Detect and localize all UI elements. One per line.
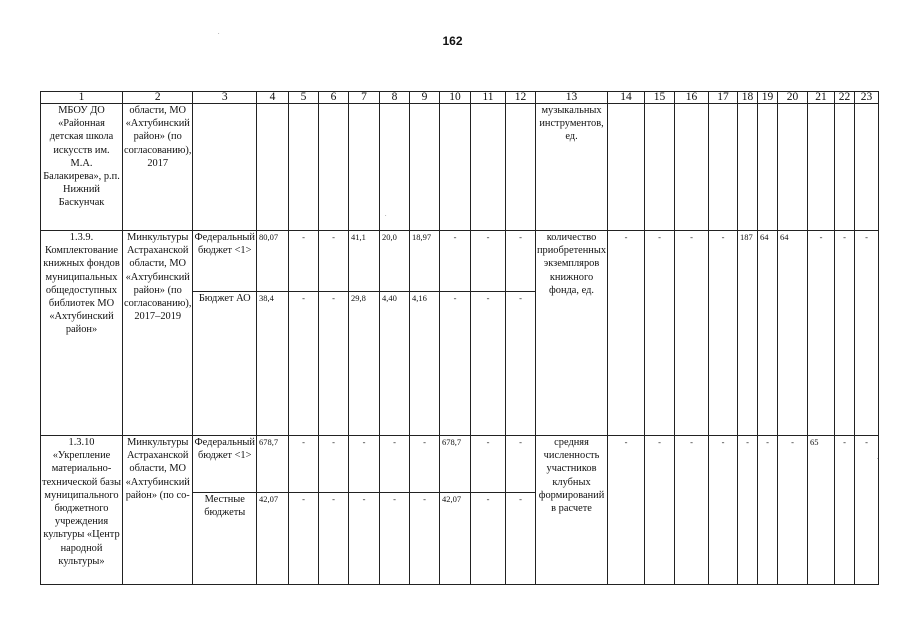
column-number: 13: [535, 92, 607, 104]
funding-source-cell: Местные бюджеты: [193, 493, 257, 585]
column-number: 19: [758, 92, 778, 104]
value-cell: 20,0: [379, 231, 409, 292]
column-number: 2: [123, 92, 193, 104]
column-number: 8: [379, 92, 409, 104]
value-cell: -: [470, 436, 505, 493]
scan-speck: .: [218, 30, 220, 36]
indicator-value-cell: -: [808, 231, 835, 436]
value-cell: -: [318, 493, 348, 585]
measure-cell: МБОУ ДО «Районная детская школа искусств им. М.А. Балакирева», р.п. Нижний Баскунчак: [41, 104, 123, 231]
indicator-cell: средняя численность участников клубных формирований в расчете: [535, 436, 607, 585]
executor-cell: области, МО «Ахтубинский район» (по согласованию), 2017: [123, 104, 193, 231]
column-number: 21: [808, 92, 835, 104]
value-cell: 678,7: [256, 436, 288, 493]
column-number: 18: [738, 92, 758, 104]
page-number: 162: [442, 34, 463, 48]
value-cell: 42,07: [256, 493, 288, 585]
indicator-value-cell: -: [675, 436, 709, 585]
value-cell: 4,40: [379, 292, 409, 436]
program-table: [40, 91, 879, 585]
column-number-row: [41, 92, 879, 104]
column-number: 16: [675, 92, 709, 104]
column-number: 9: [409, 92, 439, 104]
value-cell: -: [470, 231, 505, 292]
indicator-value-cell: -: [709, 436, 738, 585]
value-cell: -: [470, 292, 505, 436]
indicator-cell: музыкальных инструментов, ед.: [535, 104, 607, 231]
column-number: 14: [608, 92, 645, 104]
value-cell: -: [409, 436, 439, 493]
column-number: 17: [709, 92, 738, 104]
value-cell: -: [288, 436, 318, 493]
column-number: 10: [439, 92, 470, 104]
table-row: [41, 436, 879, 493]
value-cell: 29,8: [348, 292, 379, 436]
value-cell: -: [439, 292, 470, 436]
value-cell: -: [348, 493, 379, 585]
value-cell: -: [439, 231, 470, 292]
value-cell: -: [379, 493, 409, 585]
value-cell: -: [288, 493, 318, 585]
funding-source-cell: Бюджет АО: [193, 292, 257, 436]
measure-cell: 1.3.9. Комплектование книжных фондов муниципальных общедоступных библиотек МО «Ахтубинский район»: [41, 231, 123, 436]
table-row: [41, 104, 879, 231]
value-cell: -: [318, 436, 348, 493]
column-number: 20: [778, 92, 808, 104]
value-cell: -: [409, 493, 439, 585]
value-cell: 18,97: [409, 231, 439, 292]
value-cell: -: [318, 231, 348, 292]
indicator-value-cell: -: [778, 436, 808, 585]
value-cell: -: [348, 436, 379, 493]
indicator-value-cell: -: [645, 436, 675, 585]
value-cell: -: [379, 436, 409, 493]
value-cell: 80,07: [256, 231, 288, 292]
column-number: 12: [505, 92, 535, 104]
value-cell: -: [505, 493, 535, 585]
measure-cell: 1.3.10 «Укрепление материально-технической базы муниципального бюджетного учреждения культуры «Центр народной культуры»: [41, 436, 123, 585]
executor-cell: Минкультуры Астраханской области, МО «Ахтубинский район» (по со-: [123, 436, 193, 585]
indicator-value-cell: -: [835, 436, 855, 585]
indicator-value-cell: 187: [738, 231, 758, 436]
value-cell: 678,7: [439, 436, 470, 493]
column-number: 22: [835, 92, 855, 104]
value-cell: -: [288, 292, 318, 436]
column-number: 23: [855, 92, 879, 104]
indicator-value-cell: 64: [778, 231, 808, 436]
value-cell: 4,16: [409, 292, 439, 436]
value-cell: 41,1: [348, 231, 379, 292]
column-number: 6: [318, 92, 348, 104]
indicator-cell: количество приобретенных экземпляров книжного фонда, ед.: [535, 231, 607, 436]
indicator-value-cell: 65: [808, 436, 835, 585]
column-number: 5: [288, 92, 318, 104]
value-cell: -: [505, 231, 535, 292]
funding-source-cell: Федеральный бюджет <1>: [193, 436, 257, 493]
executor-cell: Минкультуры Астраханской области, МО «Ахтубинский район» (по согласованию), 2017–2019: [123, 231, 193, 436]
column-number: 3: [193, 92, 257, 104]
indicator-value-cell: -: [835, 231, 855, 436]
column-number: 15: [645, 92, 675, 104]
column-number: 7: [348, 92, 379, 104]
value-cell: 42,07: [439, 493, 470, 585]
value-cell: -: [505, 436, 535, 493]
value-cell: 38,4: [256, 292, 288, 436]
scan-speck: .: [385, 212, 387, 218]
indicator-value-cell: -: [855, 436, 879, 585]
value-cell: -: [470, 493, 505, 585]
indicator-value-cell: -: [675, 231, 709, 436]
scan-speck: .: [877, 455, 879, 461]
table-row: [41, 231, 879, 292]
funding-source-cell: Федеральный бюджет <1>: [193, 231, 257, 292]
indicator-value-cell: -: [608, 436, 645, 585]
column-number: 11: [470, 92, 505, 104]
column-number: 1: [41, 92, 123, 104]
value-cell: -: [505, 292, 535, 436]
indicator-value-cell: -: [855, 231, 879, 436]
indicator-value-cell: 64: [758, 231, 778, 436]
value-cell: -: [318, 292, 348, 436]
column-number: 4: [256, 92, 288, 104]
indicator-value-cell: -: [758, 436, 778, 585]
indicator-value-cell: -: [645, 231, 675, 436]
indicator-value-cell: -: [709, 231, 738, 436]
indicator-value-cell: -: [738, 436, 758, 585]
indicator-value-cell: -: [608, 231, 645, 436]
value-cell: -: [288, 231, 318, 292]
